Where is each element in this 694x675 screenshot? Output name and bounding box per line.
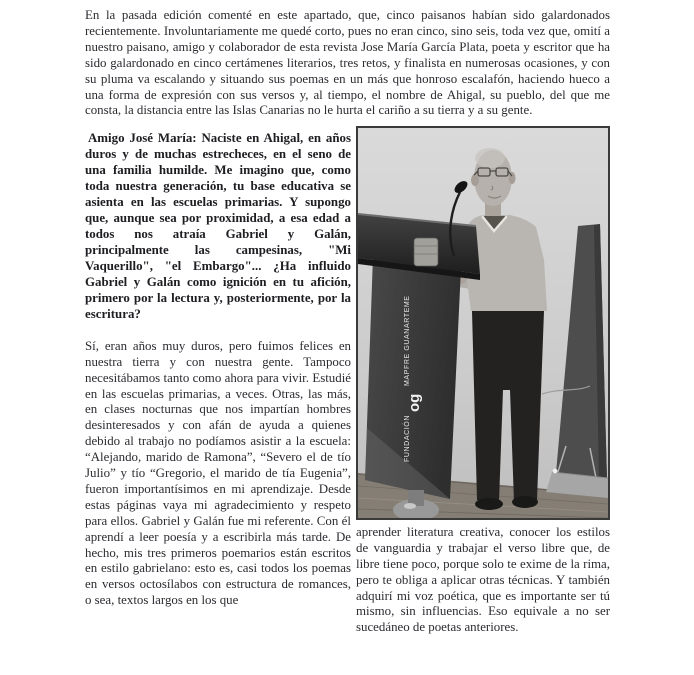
two-column-layout: [85, 126, 610, 636]
books-on-shelf: [414, 238, 438, 266]
lectern-logo: og: [406, 394, 423, 413]
lectern-text-fundacion: FUNDACIÓN: [404, 415, 411, 463]
interview-answer-continuation: aprender literatura creativa, conocer los estilos de vanguardia y trabajar el verso libre que, de libre tiene poco, porque solo te exime de la rima, pero te obliga a aplicar otras técnicas. Y también adquirí mi voz poética, que es importante ser tú mismo, sin influencias. Eso equivale a no ser sucedáneo de poetas anteriores.: [356, 525, 610, 635]
bald-crown: [475, 148, 505, 168]
lectern-base-highlight: [404, 503, 416, 509]
shoe-right: [512, 496, 538, 508]
photo-man-at-lectern: [356, 126, 610, 520]
intro-paragraph: En la pasada edición comenté en este apartado, que, cinco paisanos habían sido galardonados recientemente. Involuntariamente me quedé corto, pues no eran cinco, sino seis, toda vez que, omití a nuestro paisano, amigo y colaborador de esta revista Jose María García Plata, poeta y escritor que ha sido galardonado en cinco certámenes literarios, tres retos, y finalista en numerosas ocasiones, y con su pluma va escalando y situando sus poemas en un más que honroso escalafón, haciendo hueco a una forma de expresión con sus versos y, al tiempo, el nombre de Ahigal, su pueblo, del que me consta, la distancia entre las Islas Canarias no le hurta el cariño a su tierra y a su gente.: [85, 8, 610, 118]
ear-left: [471, 174, 479, 186]
interview-question: Amigo José María: Naciste en Ahigal, en años duros y de muchas estrecheces, en el seno de una familia humilde. Me imagino que, como toda nuestra generación, tu base educativa se asienta en las escuelas primarias. Y supongo que, aunque sea por proximidad, a esa edad a todos nos atraía Gabriel y Galán, principalmente las campesinas, "Mi Vaquerillo", "el Embargo"... ¿Ha influido Gabriel y Galán como ignición en tu afición, primero por la lectura y, posteriormente, por la escritura?: [85, 131, 351, 321]
interview-answer: Sí, eran años muy duros, pero fuimos felices en nuestra tierra y con nuestra gente. Tampoco necesitábamos tanto como ahora para vivir. Estudié en las escuelas primarias, a veces. Otras, las más, en clases nocturnas que nos impartían hombres desinteresados y con afán de ayuda a quienes debido al trabajo no podíamos asistir a la escuela: “Alejando, marido de Ramona”, “Severo el de tío Julio” y tío “Gregorio, el marido de tía Eugenia”, fueron importantísimos en mi aprendizaje. Desde estas páginas vaya mi agradecimiento y respeto para ellos. Gabriel y Galán fue mi referente. Con él aprendí a leer poesía y a escribirla más tarde. De hecho, mis tres primeros poemarios están escritos en estilo gabrielano: esto es, casi todos los poemas en versos octosílabos con estructura de romances, o sea, textos largos en los que: [85, 338, 351, 608]
left-column: [85, 126, 351, 609]
shoe-left: [475, 498, 503, 510]
right-column: [356, 126, 610, 636]
lectern-text-mapfre: MAPFRE GUANARTEME: [404, 295, 411, 387]
photo-illustration: [358, 128, 608, 518]
